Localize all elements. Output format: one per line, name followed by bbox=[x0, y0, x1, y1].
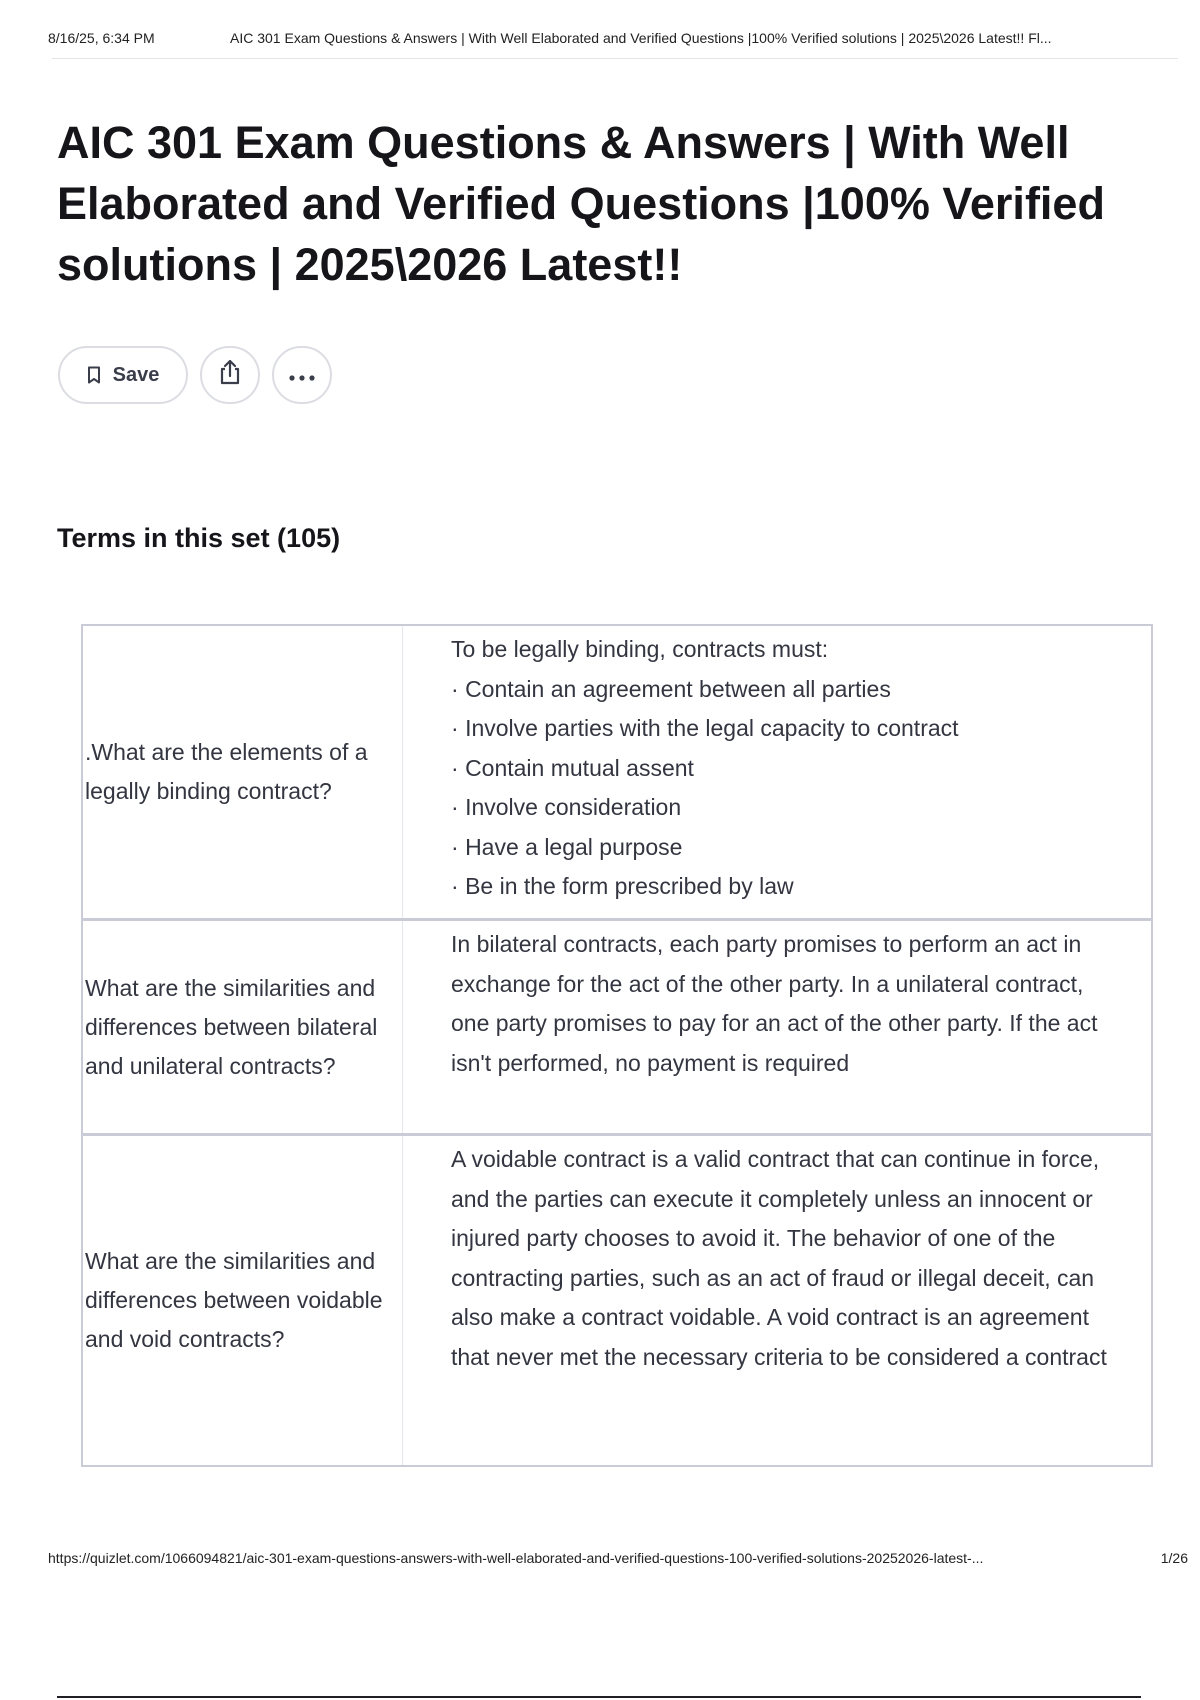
terms-heading: Terms in this set (105) bbox=[57, 523, 341, 553]
term-card bbox=[83, 626, 1151, 918]
definition-bullet: · Have a legal purpose bbox=[451, 828, 1111, 868]
definition-text: A voidable contract is a valid contract that can continue in force, and the parties can execute it completely unless an innocent or injured party chooses to avoid it. The behavior of one of the contracting parties, such as an act of fraud or illegal deceit, can also make a contract voidable. A void contract is an agreement that never met the necessary criteria to be considered a contract bbox=[451, 1146, 1107, 1370]
definition-bullet: · Involve parties with the legal capacity to contract bbox=[451, 709, 1111, 749]
print-document-title: AIC 301 Exam Questions & Answers | With Well Elaborated and Verified Questions |100% Verified solutions | 2025\2026 Latest!! Fl... bbox=[230, 30, 1052, 46]
save-button-label: Save bbox=[112, 363, 160, 386]
term-card bbox=[83, 918, 1151, 1133]
more-options-button[interactable] bbox=[272, 346, 332, 404]
page-title: AIC 301 Exam Questions & Answers | With Well Elaborated and Verified Questions |100% Verified solutions | 2025\2026 Latest!! bbox=[57, 117, 1105, 290]
definition-bullet: · Contain an agreement between all parties bbox=[451, 670, 1111, 710]
definition-intro: To be legally binding, contracts must: bbox=[451, 636, 829, 662]
page-break-divider bbox=[57, 1696, 1141, 1698]
definition-text: In bilateral contracts, each party promises to perform an act in exchange for the act of the other party. In a unilateral contract, one party promises to pay for an act of the other party. If the act isn't performed, no payment is required bbox=[451, 931, 1098, 1076]
definition-bullet: · Contain mutual assent bbox=[451, 749, 1111, 789]
definition-bullet-list bbox=[451, 670, 1111, 907]
share-button[interactable] bbox=[200, 346, 260, 404]
definition-bullet: · Be in the form prescribed by law bbox=[451, 867, 1111, 907]
definition-text bbox=[403, 626, 1151, 918]
term-text: .What are the elements of a legally binding contract? bbox=[83, 626, 403, 918]
save-button[interactable] bbox=[58, 346, 188, 404]
more-icon bbox=[289, 364, 315, 387]
term-text: What are the similarities and differences between voidable and void contracts? bbox=[83, 1136, 403, 1465]
term-card bbox=[83, 1133, 1151, 1465]
page-number: 1/26 bbox=[1160, 1550, 1188, 1566]
term-text: What are the similarities and differences between bilateral and unilateral contracts? bbox=[83, 921, 403, 1133]
print-date: 8/16/25, 6:34 PM bbox=[48, 30, 155, 46]
header-divider bbox=[52, 58, 1178, 59]
print-url: https://quizlet.com/1066094821/aic-301-exam-questions-answers-with-well-elaborated-and-verified-questions-100-verified-solutions-20252026-latest-... bbox=[48, 1550, 984, 1566]
definition-bullet: · Involve consideration bbox=[451, 788, 1111, 828]
share-icon bbox=[218, 358, 242, 392]
term-list bbox=[81, 624, 1153, 1467]
bookmark-icon bbox=[87, 366, 101, 384]
